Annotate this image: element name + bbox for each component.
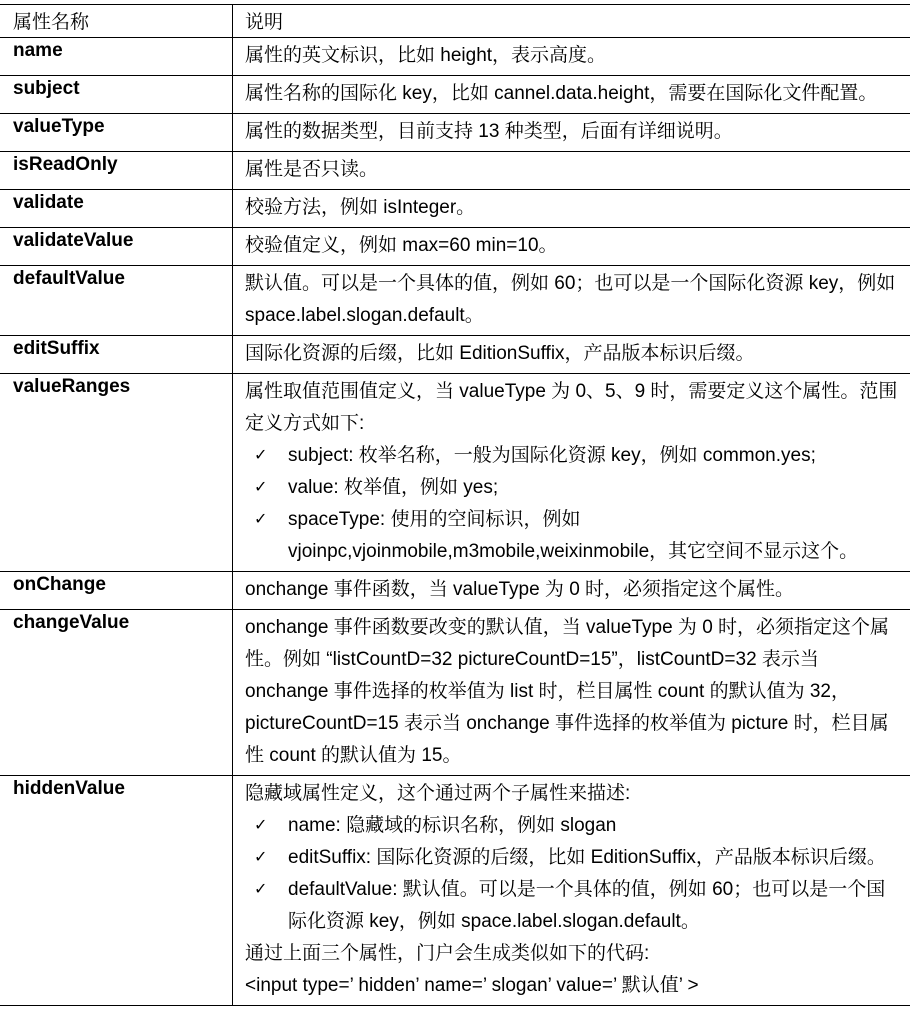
description-cell	[233, 374, 910, 572]
bullet-line	[245, 810, 898, 842]
bullet-line	[245, 504, 898, 568]
description-cell	[233, 610, 910, 776]
attribute-name-cell: validate	[0, 190, 233, 228]
attributes-table-body	[0, 5, 910, 1006]
table-row	[0, 114, 910, 152]
bullet-line	[245, 472, 898, 504]
table-row	[0, 776, 910, 1006]
attribute-name-cell: valueRanges	[0, 374, 233, 572]
attribute-name-cell: changeValue	[0, 610, 233, 776]
column-header-description: 说明	[233, 5, 910, 38]
table-row	[0, 190, 910, 228]
bullet-text: defaultValue: 默认值。可以是一个具体的值，例如 60；也可以是一个国际化资源 key，例如 space.label.slogan.default。	[288, 879, 886, 932]
table-row	[0, 38, 910, 76]
bullet-text: name: 隐藏域的标识名称，例如 slogan	[288, 815, 617, 836]
table-row	[0, 76, 910, 114]
checkmark-icon: ✓	[254, 817, 268, 834]
description-line: 属性的英文标识，比如 height，表示高度。	[245, 45, 607, 66]
attribute-name-cell: validateValue	[0, 228, 233, 266]
attribute-name-cell: editSuffix	[0, 336, 233, 374]
table-row	[0, 610, 910, 776]
checkmark-icon: ✓	[254, 881, 268, 898]
attribute-name-cell: onChange	[0, 572, 233, 610]
description-line: 校验方法，例如 isInteger。	[245, 197, 476, 218]
bullet-text: subject: 枚举名称，一般为国际化资源 key，例如 common.yes;	[288, 445, 816, 466]
description-cell	[233, 336, 910, 374]
attribute-name-cell: hiddenValue	[0, 776, 233, 1006]
description-cell	[233, 776, 910, 1006]
description-line: 属性是否只读。	[245, 159, 379, 180]
checkmark-icon: ✓	[254, 479, 268, 496]
description-line: <input type=’ hidden’ name=’ slogan’ value=’ 默认值’ >	[245, 975, 699, 996]
attribute-name-cell: subject	[0, 76, 233, 114]
description-cell	[233, 190, 910, 228]
table-row	[0, 336, 910, 374]
attribute-name-cell: defaultValue	[0, 266, 233, 336]
attributes-table	[0, 4, 910, 1006]
description-line: 默认值。可以是一个具体的值，例如 60；也可以是一个国际化资源 key，例如 space.label.slogan.default。	[245, 273, 896, 326]
description-line: 校验值定义，例如 max=60 min=10。	[245, 235, 558, 256]
description-line: onchange 事件函数要改变的默认值，当 valueType 为 0 时，必须指定这个属性。例如 “listCountD=32 pictureCountD=15”，listCountD=32 表示当 onchange 事件选择的枚举值为 list 时，栏目属性 count 的默认值为 32，pictureCountD=15 表示当 onchange 事件选择的枚举值为 picture 时，栏目属性 count 的默认值为 15。	[245, 617, 890, 766]
checkmark-icon: ✓	[254, 849, 268, 866]
description-line: 属性取值范围值定义，当 valueType 为 0、5、9 时，需要定义这个属性。范围定义方式如下:	[245, 381, 898, 434]
description-cell	[233, 266, 910, 336]
attribute-name-cell: isReadOnly	[0, 152, 233, 190]
description-line: onchange 事件函数，当 valueType 为 0 时，必须指定这个属性。	[245, 579, 795, 600]
description-line: 属性的数据类型，目前支持 13 种类型，后面有详细说明。	[245, 121, 733, 142]
description-cell	[233, 114, 910, 152]
description-cell	[233, 228, 910, 266]
description-line: 隐藏域属性定义，这个通过两个子属性来描述:	[245, 783, 631, 804]
description-line: 通过上面三个属性，门户会生成类似如下的代码:	[245, 943, 650, 964]
description-cell	[233, 572, 910, 610]
table-row	[0, 228, 910, 266]
bullet-text: value: 枚举值，例如 yes;	[288, 477, 499, 498]
description-cell	[233, 76, 910, 114]
column-header-attribute-name: 属性名称	[0, 5, 233, 38]
table-row	[0, 152, 910, 190]
table-row	[0, 374, 910, 572]
checkmark-icon: ✓	[254, 447, 268, 464]
attribute-name-cell: name	[0, 38, 233, 76]
description-cell	[233, 38, 910, 76]
table-header-row	[0, 5, 910, 38]
bullet-text: editSuffix: 国际化资源的后缀，比如 EditionSuffix，产品版本标识后缀。	[288, 847, 886, 868]
bullet-line	[245, 440, 898, 472]
description-line: 属性名称的国际化 key，比如 cannel.data.height，需要在国际化文件配置。	[245, 83, 878, 104]
bullet-line	[245, 874, 898, 938]
description-cell	[233, 152, 910, 190]
checkmark-icon: ✓	[254, 511, 268, 528]
attribute-name-cell: valueType	[0, 114, 233, 152]
table-row	[0, 266, 910, 336]
bullet-text: spaceType: 使用的空间标识，例如 vjoinpc,vjoinmobile,m3mobile,weixinmobile，其它空间不显示这个。	[288, 509, 859, 562]
description-line: 国际化资源的后缀，比如 EditionSuffix，产品版本标识后缀。	[245, 343, 755, 364]
table-row	[0, 572, 910, 610]
bullet-line	[245, 842, 898, 874]
